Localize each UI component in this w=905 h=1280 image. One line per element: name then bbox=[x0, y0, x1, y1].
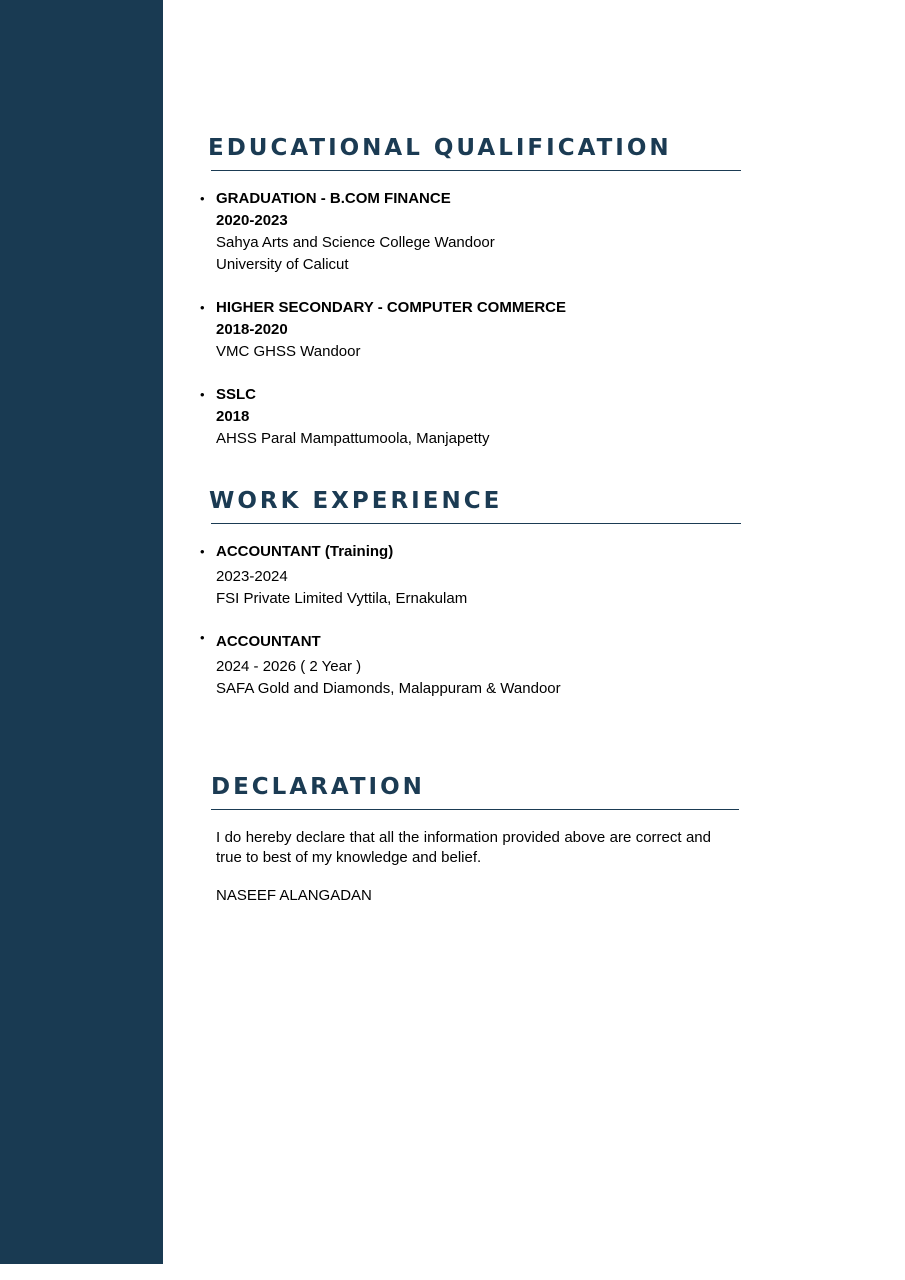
bullet-icon: • bbox=[200, 544, 205, 559]
declaration-heading: DECLARATION bbox=[211, 774, 425, 800]
work-title: ACCOUNTANT (Training) bbox=[216, 543, 394, 560]
declaration-divider bbox=[211, 809, 739, 810]
education-years: 2018-2020 bbox=[216, 321, 288, 338]
bullet-icon: • bbox=[200, 387, 205, 402]
education-years: 2020-2023 bbox=[216, 212, 288, 229]
education-title: HIGHER SECONDARY - COMPUTER COMMERCE bbox=[216, 299, 567, 316]
education-title: SSLC bbox=[216, 386, 257, 403]
work-list bbox=[200, 541, 736, 721]
work-item bbox=[200, 630, 736, 700]
work-years: 2024 - 2026 ( 2 Year ) bbox=[216, 658, 362, 675]
education-years: 2018 bbox=[216, 408, 250, 425]
education-divider bbox=[211, 170, 741, 171]
work-company: FSI Private Limited Vyttila, Ernakulam bbox=[216, 590, 468, 607]
work-item bbox=[200, 541, 736, 610]
bullet-icon: • bbox=[200, 300, 205, 315]
work-years: 2023-2024 bbox=[216, 568, 288, 585]
education-title: GRADUATION - B.COM FINANCE bbox=[216, 190, 451, 207]
declaration-text: I do hereby declare that all the information provided above are correct and true to best of my knowledge and belief. bbox=[216, 829, 711, 866]
education-university: University of Calicut bbox=[216, 256, 349, 273]
work-divider bbox=[211, 523, 741, 524]
work-company: SAFA Gold and Diamonds, Malappuram & Wandoor bbox=[216, 680, 561, 697]
education-item bbox=[200, 297, 736, 363]
signature-name: NASEEF ALANGADAN bbox=[216, 887, 372, 904]
education-item bbox=[200, 384, 736, 450]
bullet-icon: • bbox=[200, 630, 205, 645]
work-title: ACCOUNTANT bbox=[216, 633, 321, 650]
education-institution: Sahya Arts and Science College Wandoor bbox=[216, 234, 495, 251]
sidebar-panel bbox=[0, 0, 163, 1264]
education-list bbox=[200, 188, 736, 471]
work-heading: WORK EXPERIENCE bbox=[209, 488, 503, 514]
bullet-icon: • bbox=[200, 191, 205, 206]
education-heading: EDUCATIONAL QUALIFICATION bbox=[208, 135, 672, 161]
education-institution: VMC GHSS Wandoor bbox=[216, 343, 361, 360]
education-institution: AHSS Paral Mampattumoola, Manjapetty bbox=[216, 430, 490, 447]
education-item bbox=[200, 188, 736, 276]
